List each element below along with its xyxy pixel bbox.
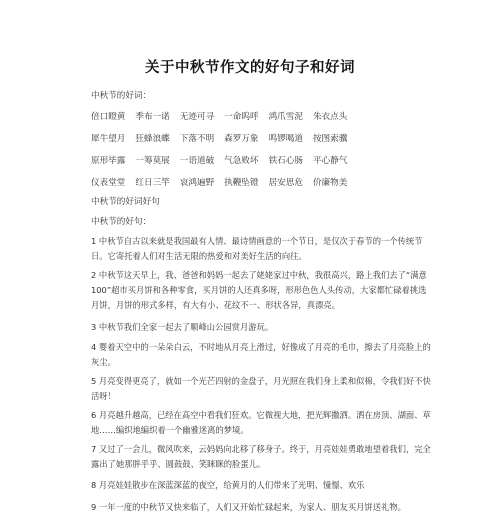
word: 犀牛望月 bbox=[91, 134, 126, 144]
word: 一命呜呼 bbox=[224, 112, 259, 122]
word: 平心静气 bbox=[312, 156, 348, 166]
word: 哀鸿遍野 bbox=[179, 178, 215, 188]
word: 鸿爪雪泥 bbox=[268, 112, 303, 122]
word: 铁石心肠 bbox=[268, 156, 303, 166]
sentence-6: 6 月亮越升越高，已经在高空中看我们狂欢。它微视大地，把光辉撒洒。洒在房顶、湖面、草地……编织地编织着一个幽雅迷离的梦境。 bbox=[91, 410, 431, 435]
sentence-8: 8 月亮娃娃散步在深蓝深蓝的夜空，给黄月的人们带来了光明、憧憬、欢乐 bbox=[91, 480, 365, 490]
sentence-7: 7 又过了一会儿，微风吹来，云妈妈向北移了移身子。终于，月亮娃娃勇敢地望着我们，完全露出了她那胖乎乎、圆鼓鼓、笑眯眯的脸蛋儿。 bbox=[91, 444, 431, 469]
word-row-3 bbox=[91, 155, 357, 167]
sentence-5: 5 月亮变得更亮了，就如一个光芒四射的金盘子，月光照在我们身上柔和似棉，令我们好不快活呀！ bbox=[91, 376, 431, 401]
word: 执鞭坠镫 bbox=[224, 178, 259, 188]
word: 倍口瞪黄 bbox=[91, 112, 126, 122]
word: 一筹莫展 bbox=[135, 156, 170, 166]
word: 居安思危 bbox=[268, 178, 303, 188]
word: 无迹可寻 bbox=[179, 112, 215, 122]
word: 仪表堂堂 bbox=[91, 178, 126, 188]
words-heading: 中秋节的好词： bbox=[91, 91, 152, 101]
word: 季布一诺 bbox=[135, 112, 170, 122]
word: 价廉物美 bbox=[312, 178, 348, 188]
word: 按图索骥 bbox=[312, 134, 348, 144]
sentences-heading: 中秋节的好句： bbox=[91, 217, 152, 227]
sentence-4: 4 婴着天空中的一朵朵白云，不时地从月亮上滑过，好像成了月亮的毛巾，擦去了月亮脸上的灰尘。 bbox=[91, 342, 431, 367]
sentence-9: 9 一年一度的中秋节又快来临了，人们又开始忙碌起来，为家人、朋友买月饼送礼物。 bbox=[91, 502, 406, 512]
word-row-2 bbox=[91, 133, 357, 145]
word: 鸣锣喝道 bbox=[268, 134, 303, 144]
sentence-3: 3 中秋节我们全家一起去了顺峰山公园赏月游玩。 bbox=[91, 322, 274, 332]
word-row-1 bbox=[91, 111, 357, 123]
word: 朱衣点头 bbox=[312, 112, 348, 122]
word: 红日三竿 bbox=[135, 178, 170, 188]
page-title: 关于中秋节作文的好句子和好词 bbox=[145, 59, 355, 76]
word: 气急败坏 bbox=[224, 156, 259, 166]
word: 一语道破 bbox=[179, 156, 215, 166]
word-row-4 bbox=[91, 177, 357, 189]
word: 原形毕露 bbox=[91, 156, 126, 166]
section-label: 中秋节的好词好句 bbox=[91, 197, 160, 207]
sentence-2: 2 中秋节这天早上，我、爸爸和妈妈一起去了姥姥家过中秋，我很高兴，路上我们去了“满意100”超市买月饼和各种零食，买月饼的人还真多呀，形形色色人头传动，大家都忙碌着挑选月饼，月饼的形式多样，有大有小、花纹不一、形状各异，真漂亮。 bbox=[91, 270, 427, 310]
word: 下落不明 bbox=[179, 134, 215, 144]
sentence-1: 1 中秋节自古以来就是我国最有人情、最诗情画意的一个节日，是仅次于春节的一个传统节日。它寄托着人们对生活无限的热爱和对美好生活的向往。 bbox=[91, 236, 423, 261]
word: 森罗万象 bbox=[224, 134, 259, 144]
word: 狂蜂浪蝶 bbox=[135, 134, 170, 144]
